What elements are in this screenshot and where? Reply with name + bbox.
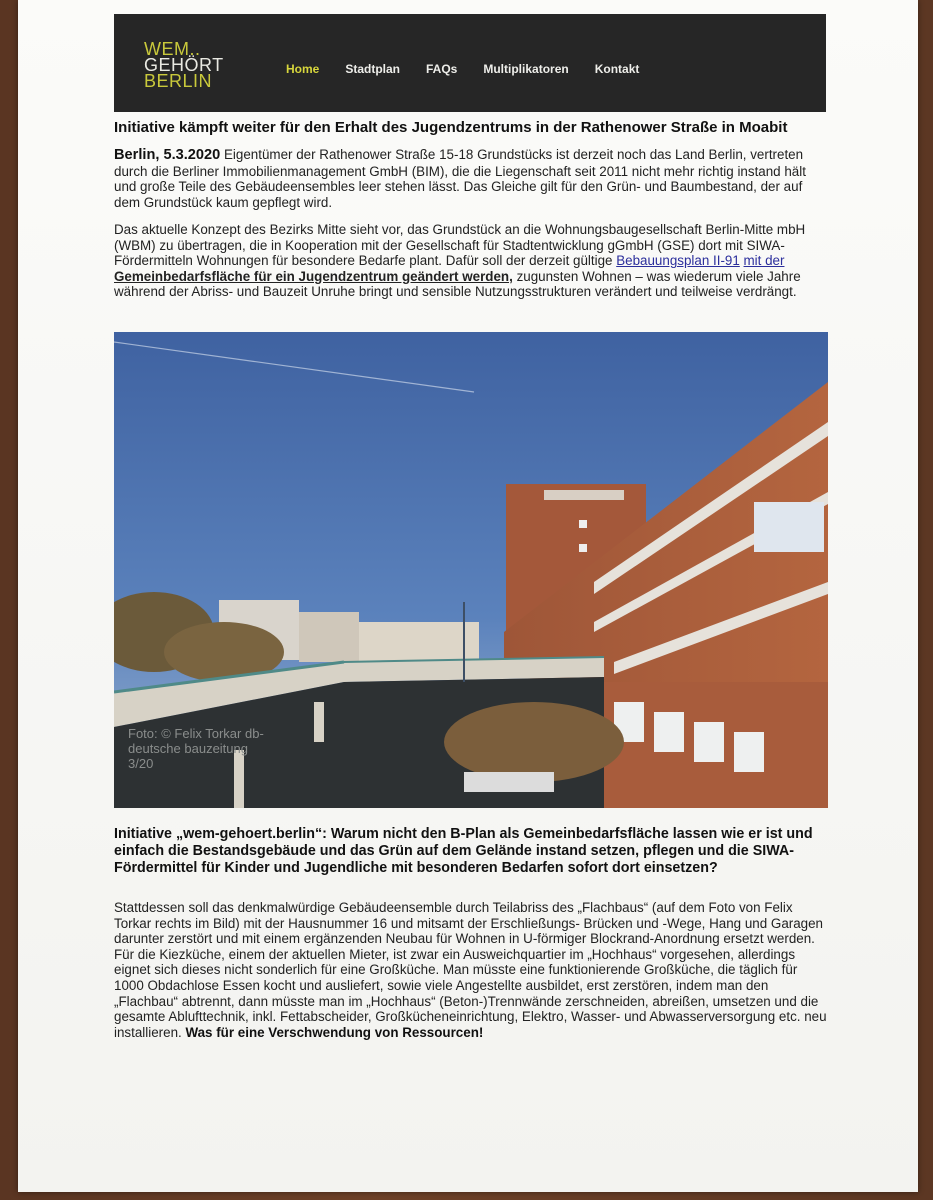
logo-line-2: GEHÖRT [144, 55, 224, 75]
initiative-question: Initiative „wem-gehoert.berlin“: Warum nicht den B-Plan als Gemeinbedarfsfläche lassen wie er ist und einfach die Bestandsgebäude und das Grün auf dem Gelände instand setzen, pflegen und die SIWA-Fördermittel für Kinder und Jugendliche mit besonderen Bedarfen sofort dort einsetzen? [114, 826, 813, 877]
dateline: Berlin, 5.3.2020 [114, 147, 221, 163]
site-logo[interactable] [144, 41, 254, 89]
main-nav [286, 62, 639, 76]
paragraph-3 [114, 900, 828, 1040]
paragraph-1 [114, 147, 828, 210]
article-photo [114, 332, 828, 808]
paragraph-2 [114, 222, 828, 300]
paragraph-1-text: Eigentümer der Rathenower Straße 15-18 Grundstücks ist derzeit noch das Land Berlin, vertreten durch die Berliner Immobilienmanagement GmbH (BIM), die die Liegenschaft seit 2011 nicht mehr richtig instand hält und große Teile des Gebäudeensembles leer stehen lässt. Das Gleiche gilt für den Grün- und Baumbestand, der auf dem Grundstück kaum gepflegt wird. [114, 147, 806, 210]
printed-page [18, 0, 918, 1192]
nav-multiplikatoren[interactable]: Multiplikatoren [483, 62, 569, 76]
nav-kontakt[interactable]: Kontakt [594, 62, 640, 76]
paragraph-2-text-a: Das aktuelle Konzept des Bezirks Mitte sieht vor, das Grundstück an die Wohnungsbaugesellschaft Berlin-Mitte mbH (WBM) zu übertragen, die in Kooperation mit der Gesellschaft für Stadtentwicklung gGmbH (GSE) dort mit SIWA-Fördermitteln Wohnungen für besondere Bedarfe plant. Dafür soll der derzeit gültige [114, 222, 806, 269]
paragraph-2-text-d: zugunsten Wohnen – was wiederum viele Jahre während der Abriss- und Bauzeit Unruhe bringt und sensible Nutzungsstrukturen verändert und teilweise verdrängt. [114, 268, 801, 300]
mit-der-link[interactable]: mit der [743, 253, 785, 269]
site-header [114, 14, 826, 112]
paragraph-3-bold: Was für eine Verschwendung von Ressourcen! [185, 1024, 484, 1040]
logo-line-3: BERLIN [144, 71, 213, 91]
paragraph-3-text: Stattdessen soll das denkmalwürdige Gebäudeensemble durch Teilabriss des „Flachbaus“ (auf dem Foto von Felix Torkar rechts im Bild) mit der Hausnummer 16 und mitsamt der Erschließungs- Brücken und -Wege, Hang und Garagen darunter zerstört und mit einem ergänzenden Neubau für Wohnen in U-förmiger Blockrand-Anordnung ersetzt werden. Für die Kiezküche, einem der aktuellen Mieter, ist zwar ein Ausweichquartier im „Hochhaus“ vorgesehen, allerdings eignet sich dieses nicht sonderlich für eine Großküche. Man müsste eine funktionierende Großküche, die täglich für 1000 Obdachlose Essen kocht und ausliefert, sowie viele Angestellte ausbildet, erst zerstören, indem man den „Flachbau“ abtrennt, dann müsste man im „Hochhaus“ (Beton-)Trennwände zerschneiden, abreißen, umsetzen und die gesamte Ablufttechnik, inkl. Fettabscheider, Großkücheneinrichtung, Elektro, Wasser- und Abwasserversorgung etc. neu installieren. [114, 900, 827, 1040]
bebauungsplan-link[interactable]: Bebauungsplan II-91 [616, 253, 740, 269]
nav-faqs[interactable]: FAQs [426, 62, 458, 76]
logo-line-1: WEM.. [144, 39, 201, 59]
nav-home[interactable]: Home [286, 62, 320, 76]
gemeinbedarf-link[interactable]: Gemeinbedarfsfläche für ein Jugendzentrum geändert werden, [114, 268, 513, 284]
article-headline: Initiative kämpft weiter für den Erhalt des Jugendzentrums in der Rathenower Straße in Moabit [114, 119, 788, 136]
photo-credit: Foto: © Felix Torkar db- deutsche bauzeitung 3/20 [128, 726, 264, 771]
nav-stadtplan[interactable]: Stadtplan [345, 62, 401, 76]
